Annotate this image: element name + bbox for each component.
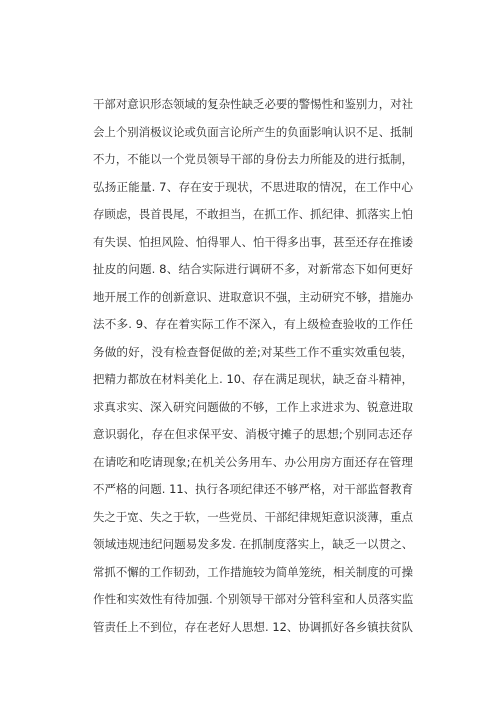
text-line-10: 务做的好，没有检查督促做的差;对某些工作不重实效重包装， bbox=[93, 344, 413, 359]
text-line-3: 不力，不能以一个党员领导干部的身份去力所能及的进行抵制， bbox=[93, 152, 413, 166]
text-line-9: 法不多. 9、存在着实际工作不深入，有上级检查验收的工作任 bbox=[93, 317, 413, 331]
text-line-17: 领域违规违纪问题易发多发. 在抓制度落实上，缺乏一以贯之、 bbox=[93, 537, 414, 551]
text-line-4: 弘扬正能量. 7、存在安于现状，不思进取的情况，在工作中心 bbox=[93, 179, 413, 194]
text-line-20: 管责任上不到位，存在老好人思想. 12、协调抓好各乡镇扶贫队 bbox=[93, 619, 413, 634]
text-line-14: 在请吃和吃请现象;在机关公务用车、办公用房方面还存在管理 bbox=[93, 454, 413, 469]
text-line-8: 地开展工作的创新意识、进取意识不强，主动研究不够，措施办 bbox=[93, 289, 413, 304]
body-text bbox=[93, 91, 413, 641]
text-line-18: 常抓不懈的工作韧劲，工作措施较为简单笼统，相关制度的可操 bbox=[93, 564, 413, 579]
text-line-13: 意识弱化，存在但求保平安、消极守摊子的思想;个别同志还存 bbox=[93, 427, 413, 441]
text-line-5: 存顾虑，畏首畏尾，不敢担当，在抓工作、抓纪律、抓落实上怕 bbox=[93, 207, 413, 221]
text-line-11: 把精力都放在材料美化上. 10、存在满足现状，缺乏奋斗精神， bbox=[93, 372, 413, 386]
text-line-6: 有失误、怕担风险、怕得罪人、怕干得多出事，甚至还存在推诿 bbox=[93, 234, 413, 249]
text-line-7: 扯皮的问题. 8、结合实际进行调研不多，对新常态下如何更好 bbox=[93, 262, 413, 276]
text-line-16: 失之于宽、失之于软，一些党员、干部纪律规矩意识淡薄，重点 bbox=[93, 509, 413, 524]
text-line-15: 不严格的问题. 11、执行各项纪律还不够严格，对干部监督教育 bbox=[93, 482, 413, 496]
text-line-2: 会上个别消极议论或负面言论所产生的负面影响认识不足、抵制 bbox=[93, 124, 413, 139]
text-line-12: 求真求实、深入研究问题做的不够，工作上求进求为、锐意进取 bbox=[93, 399, 413, 414]
text-line-1: 干部对意识形态领域的复杂性缺乏必要的警惕性和鉴别力，对社 bbox=[93, 97, 413, 111]
text-line-19: 作性和实效性有待加强. 个别领导干部对分管科室和人员落实监 bbox=[93, 592, 414, 606]
